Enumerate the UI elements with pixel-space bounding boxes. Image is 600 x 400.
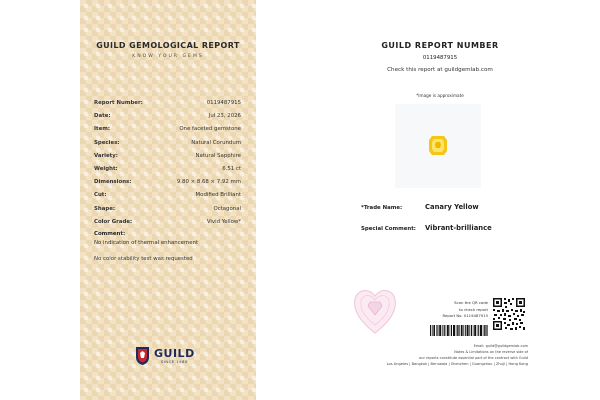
detail-row-species: Species: Natural Corundum bbox=[94, 139, 241, 146]
gem-icon bbox=[395, 104, 481, 188]
detail-row-report-number: Report Number: 0119487915 bbox=[94, 100, 241, 106]
scan-qr-text: Scan the QR code to check report Report No. 0119487915 bbox=[442, 300, 488, 318]
barcode-icon bbox=[430, 325, 488, 336]
special-comment-value: Vibrant-brilliance bbox=[425, 224, 492, 232]
footer-locations: Los Angeles | Bangkok | Beruwala | Shenzhen | Guangzhou | Zhuji | Hong Kong bbox=[386, 362, 528, 366]
detail-row-dimensions: Dimensions: 9.80 × 8.68 × 7.92 mm bbox=[94, 179, 241, 186]
report-title: GUILD GEMOLOGICAL REPORT bbox=[96, 41, 240, 50]
check-report-text: Check this report at guildgemlab.com bbox=[387, 67, 493, 73]
detail-row-variety: Variety: Natural Sapphire bbox=[94, 152, 241, 159]
report-number: 0119487915 bbox=[422, 55, 458, 61]
guild-logo bbox=[135, 346, 195, 366]
detail-row-color-grade: Color Grade: Vivid Yellow* bbox=[94, 218, 241, 225]
barcode bbox=[430, 321, 488, 340]
report-number-title: GUILD REPORT NUMBER bbox=[381, 41, 499, 50]
detail-row-shape: Shape: Octagonal bbox=[94, 205, 241, 212]
detail-row-item: Item: One faceted gemstone bbox=[94, 126, 241, 133]
report-subtitle: KNOW YOUR GEMS bbox=[132, 54, 204, 59]
heart-hologram-icon bbox=[352, 285, 398, 335]
footer-notes: Notes & Limitations on the reverse side of bbox=[454, 350, 528, 354]
gem-image bbox=[395, 104, 481, 188]
comment-label: Comment: bbox=[94, 231, 126, 237]
comment-line: No indication of thermal enhancement bbox=[94, 240, 199, 246]
special-comment-label: Special Comment: bbox=[361, 226, 416, 232]
trade-name-label: *Trade Name: bbox=[361, 205, 403, 211]
report-left-panel bbox=[80, 0, 256, 400]
comment-line: No color stability test was requested bbox=[94, 256, 193, 262]
report-details bbox=[94, 100, 241, 232]
logo-name: GUILD bbox=[154, 347, 195, 360]
security-hologram bbox=[352, 285, 398, 339]
footer-email: Email: guild@guildgemlab.com bbox=[473, 344, 528, 348]
qr-code[interactable] bbox=[492, 297, 526, 335]
detail-row-cut: Cut: Modified Brilliant bbox=[94, 192, 241, 199]
logo-since: SINCE 1980 bbox=[160, 360, 188, 364]
guild-shield-icon bbox=[135, 346, 150, 366]
detail-row-date: Date: Jul 23, 2026 bbox=[94, 113, 241, 120]
trade-name-value: Canary Yellow bbox=[425, 203, 479, 211]
image-note: *Image is approximate bbox=[416, 93, 464, 98]
qr-code-icon bbox=[492, 297, 526, 331]
detail-row-weight: Weight: 6.51 ct bbox=[94, 165, 241, 172]
footer-contract: our reports constitute essential part of the contract with Guild bbox=[419, 356, 528, 360]
